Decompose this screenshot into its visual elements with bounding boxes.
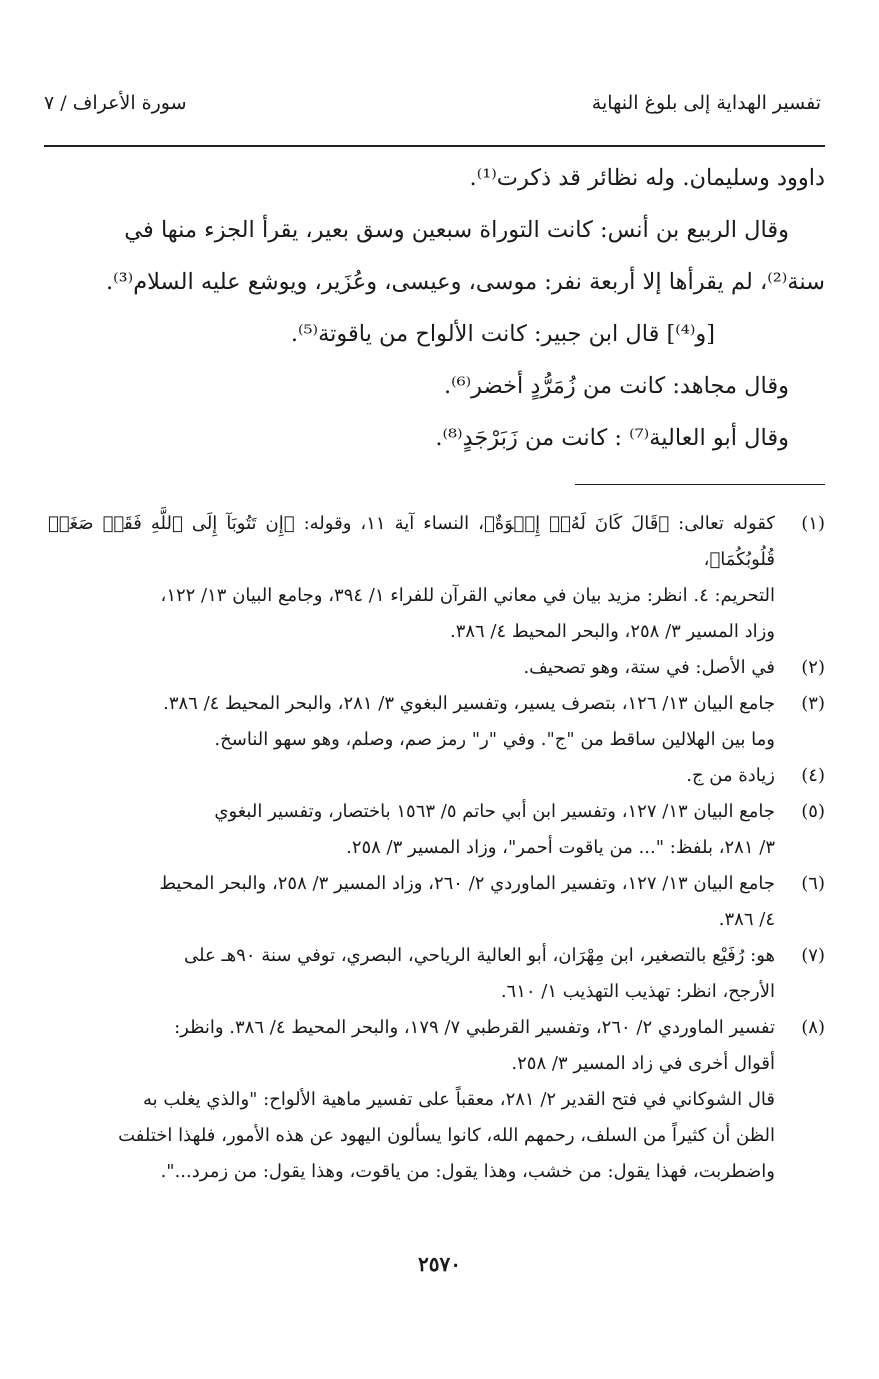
page-number: ٢٥٧٠: [418, 1252, 461, 1276]
main-line: سنة⁽²⁾، لم يقرأها إلا أربعة نفر: موسى، وعيسى، وعُزَير، ويوشع عليه السلام⁽³⁾.: [105, 269, 825, 295]
footnote-3: [48, 686, 825, 758]
footnote-number: (٢): [801, 657, 825, 678]
main-line: وقال أبو العالية⁽⁷⁾ : كانت من زَبَرْجَدٍ⁽⁸⁾.: [435, 425, 789, 451]
footnote-line: كقوله تعالى: ﴿قَالَ كَانَ لَهُۥٓ إِخۡوَةٌ﴾، النساء آية ١١، وقوله: ﴿إِن تَتُوبَآ إِلَى ٱللَّهِ فَقَدۡ صَغَتۡ قُلُوبُكُمَا﴾،: [48, 513, 775, 570]
footnote-line: وزاد المسير ٣/ ٢٥٨، والبحر المحيط ٤/ ٣٨٦.: [449, 621, 775, 642]
surah-label: سورة الأعراف / ٧: [44, 92, 187, 114]
footnote-continuation-line: الظن أن كثيراً من السلف، رحمهم الله، كانوا يسألون اليهود عن هذه الأمور، فلهذا اختلفت: [118, 1125, 775, 1146]
footnote-5: [48, 794, 825, 866]
running-header: [44, 92, 821, 114]
footnote-separator: [575, 484, 825, 485]
footnote-4: [48, 758, 825, 794]
footnote-1: [48, 506, 825, 650]
main-line: وقال مجاهد: كانت من زُمَرُّدٍ أخضر⁽⁶⁾.: [443, 373, 789, 399]
footnote-line: في الأصل: في ستة، وهو تصحيف.: [523, 657, 775, 678]
book-title: تفسير الهداية إلى بلوغ النهاية: [591, 92, 821, 114]
footnote-line: ٣/ ٢٨١، بلفظ: "... من ياقوت أحمر"، وزاد المسير ٣/ ٢٥٨.: [346, 837, 775, 858]
footnote-continuation-line: قال الشوكاني في فتح القدير ٢/ ٢٨١، معقباً على تفسير ماهية الألواح: "والذي يغلب به: [142, 1089, 775, 1110]
main-line: [و⁽⁴⁾] قال ابن جبير: كانت الألواح من ياقوتة⁽⁵⁾.: [290, 321, 715, 347]
footnote-line: جامع البيان ١٣/ ١٢٦، بتصرف يسير، وتفسير البغوي ٣/ ٢٨١، والبحر المحيط ٤/ ٣٨٦.: [163, 693, 775, 714]
footnote-line: وما بين الهلالين ساقط من "ج". وفي "ر" رمز صم، وصلم، وهو سهو الناسخ.: [214, 729, 775, 750]
footnote-line: تفسير الماوردي ٢/ ٢٦٠، وتفسير القرطبي ٧/ ١٧٩، والبحر المحيط ٤/ ٣٨٦. وانظر:: [174, 1017, 775, 1038]
footnote-number: (٤): [801, 765, 825, 786]
footnote-number: (٣): [801, 693, 825, 714]
footnote-line: جامع البيان ١٣/ ١٢٧، وتفسير الماوردي ٢/ ٢٦٠، وزاد المسير ٣/ ٢٥٨، والبحر المحيط: [159, 873, 775, 894]
header-rule: [44, 145, 825, 147]
footnote-line: زيادة من ج.: [686, 765, 775, 786]
footnote-7: [48, 938, 825, 1010]
footnote-number: (٧): [801, 945, 825, 966]
main-text: [48, 152, 825, 464]
main-line: وقال الربيع بن أنس: كانت التوراة سبعين وسق بعير، يقرأ الجزء منها في: [124, 217, 789, 243]
footnotes: [48, 506, 825, 1190]
footnote-2: [48, 650, 825, 686]
footnote-continuation-line: واضطربت، فهذا يقول: من خشب، وهذا يقول: من ياقوت، وهذا يقول: من زمرد...".: [160, 1161, 775, 1182]
footnote-8: [48, 1010, 825, 1082]
footnote-line: التحريم: ٤. انظر: مزيد بيان في معاني القرآن للفراء ١/ ٣٩٤، وجامع البيان ١٣/ ١٢٢،: [160, 585, 775, 606]
footnote-6: [48, 866, 825, 938]
main-line: داوود وسليمان. وله نظائر قد ذكرت⁽¹⁾.: [469, 165, 825, 191]
footnote-number: (١): [801, 513, 825, 534]
footnote-number: (٥): [801, 801, 825, 822]
footnote-line: الأرجح، انظر: تهذيب التهذيب ١/ ٦١٠.: [500, 981, 775, 1002]
footnote-line: ٤/ ٣٨٦.: [718, 909, 775, 930]
footnote-line: هو: رُفَيْع بالتصغير، ابن مِهْرَان، أبو العالية الرياحي، البصري، توفي سنة ٩٠هـ على: [184, 945, 775, 966]
footnote-line: جامع البيان ١٣/ ١٢٧، وتفسير ابن أبي حاتم ٥/ ١٥٦٣ باختصار، وتفسير البغوي: [214, 801, 775, 822]
footnote-number: (٨): [801, 1017, 825, 1038]
footnote-number: (٦): [801, 873, 825, 894]
footnote-line: أقوال أخرى في زاد المسير ٣/ ٢٥٨.: [511, 1053, 775, 1074]
